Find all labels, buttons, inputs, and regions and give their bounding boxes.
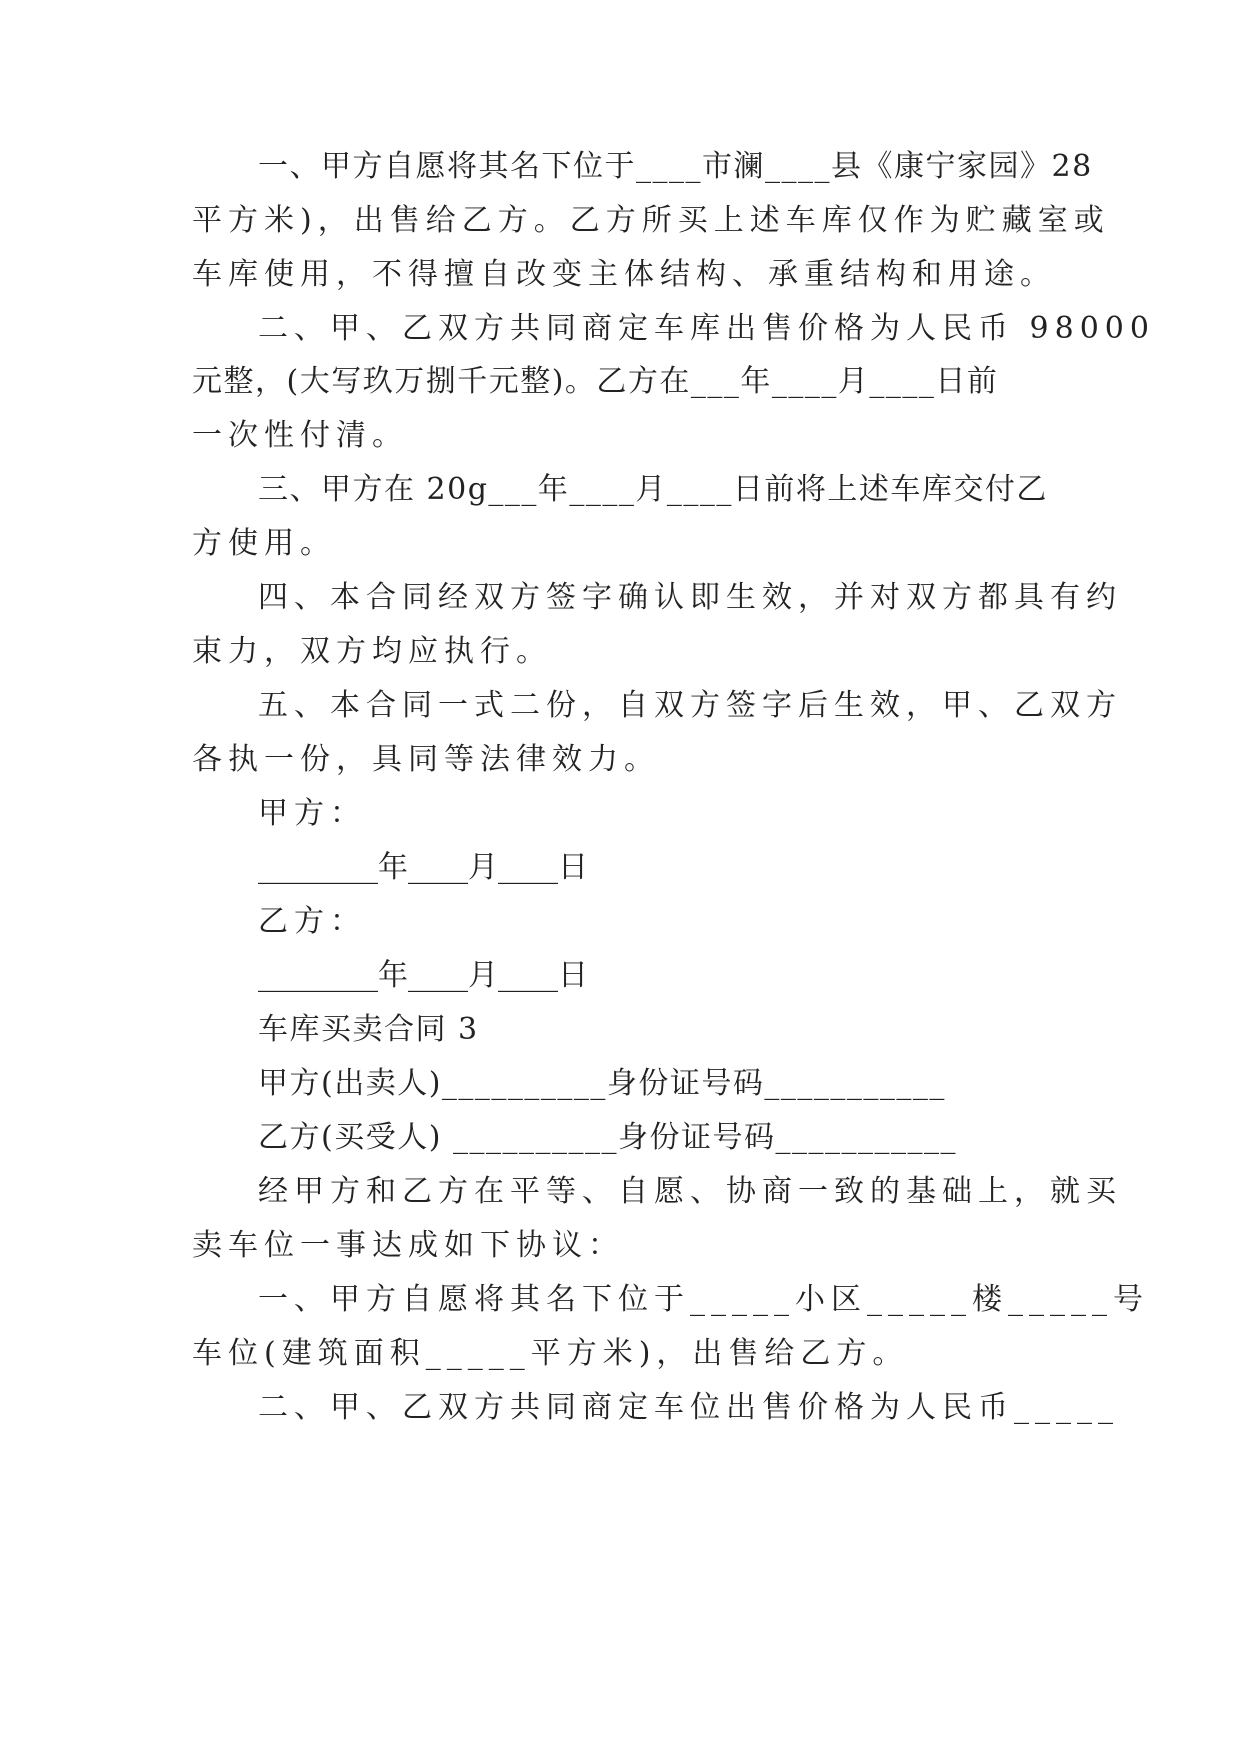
party-b-date-line: ________年____月____日 bbox=[258, 958, 588, 993]
clause-2-line-3: 一次性付清。 bbox=[192, 418, 408, 453]
clause-1-line-3: 车库使用，不得擅自改变主体结构、承重结构和用途。 bbox=[192, 257, 1056, 292]
preamble-line-1: 经甲方和乙方在平等、自愿、协商一致的基础上，就买 bbox=[258, 1174, 1122, 1209]
clause-3-line-1: 三、甲方在 20g___年____月____日前将上述车库交付乙 bbox=[258, 472, 1048, 507]
clause-5-line-1: 五、本合同一式二份，自双方签字后生效，甲、乙双方 bbox=[258, 688, 1122, 723]
parking-clause-2-line-1: 二、甲、乙双方共同商定车位出售价格为人民币_____ bbox=[258, 1390, 1119, 1425]
clause-4-line-2: 束力，双方均应执行。 bbox=[192, 634, 552, 669]
contract-3-heading: 车库买卖合同 3 bbox=[258, 1012, 479, 1047]
clause-2-line-2: 元整，(大写玖万捌千元整)。乙方在___年____月____日前 bbox=[192, 364, 999, 399]
parking-clause-1-line-1: 一、甲方自愿将其名下位于_____小区_____楼_____号 bbox=[258, 1282, 1149, 1317]
seller-id-line: 甲方(出卖人)__________身份证号码___________ bbox=[258, 1066, 946, 1101]
clause-3-line-2: 方使用。 bbox=[192, 526, 336, 561]
party-a-signature-label: 甲方： bbox=[258, 796, 366, 831]
party-a-date-line: ________年____月____日 bbox=[258, 850, 588, 885]
preamble-line-2: 卖车位一事达成如下协议： bbox=[192, 1228, 624, 1263]
clause-5-line-2: 各执一份，具同等法律效力。 bbox=[192, 742, 660, 777]
parking-clause-1-line-2: 车位(建筑面积_____平方米)，出售给乙方。 bbox=[192, 1336, 909, 1371]
buyer-id-line: 乙方(买受人) __________身份证号码___________ bbox=[258, 1120, 957, 1155]
clause-4-line-1: 四、本合同经双方签字确认即生效，并对双方都具有约 bbox=[258, 580, 1122, 615]
clause-1-line-2: 平方米)，出售给乙方。乙方所买上述车库仅作为贮藏室或 bbox=[192, 203, 1110, 238]
party-b-signature-label: 乙方： bbox=[258, 904, 366, 939]
clause-2-line-1: 二、甲、乙双方共同商定车库出售价格为人民币 98000 bbox=[258, 311, 1155, 346]
clause-1-line-1: 一、甲方自愿将其名下位于____市澜____县《康宁家园》28 bbox=[258, 149, 1093, 184]
